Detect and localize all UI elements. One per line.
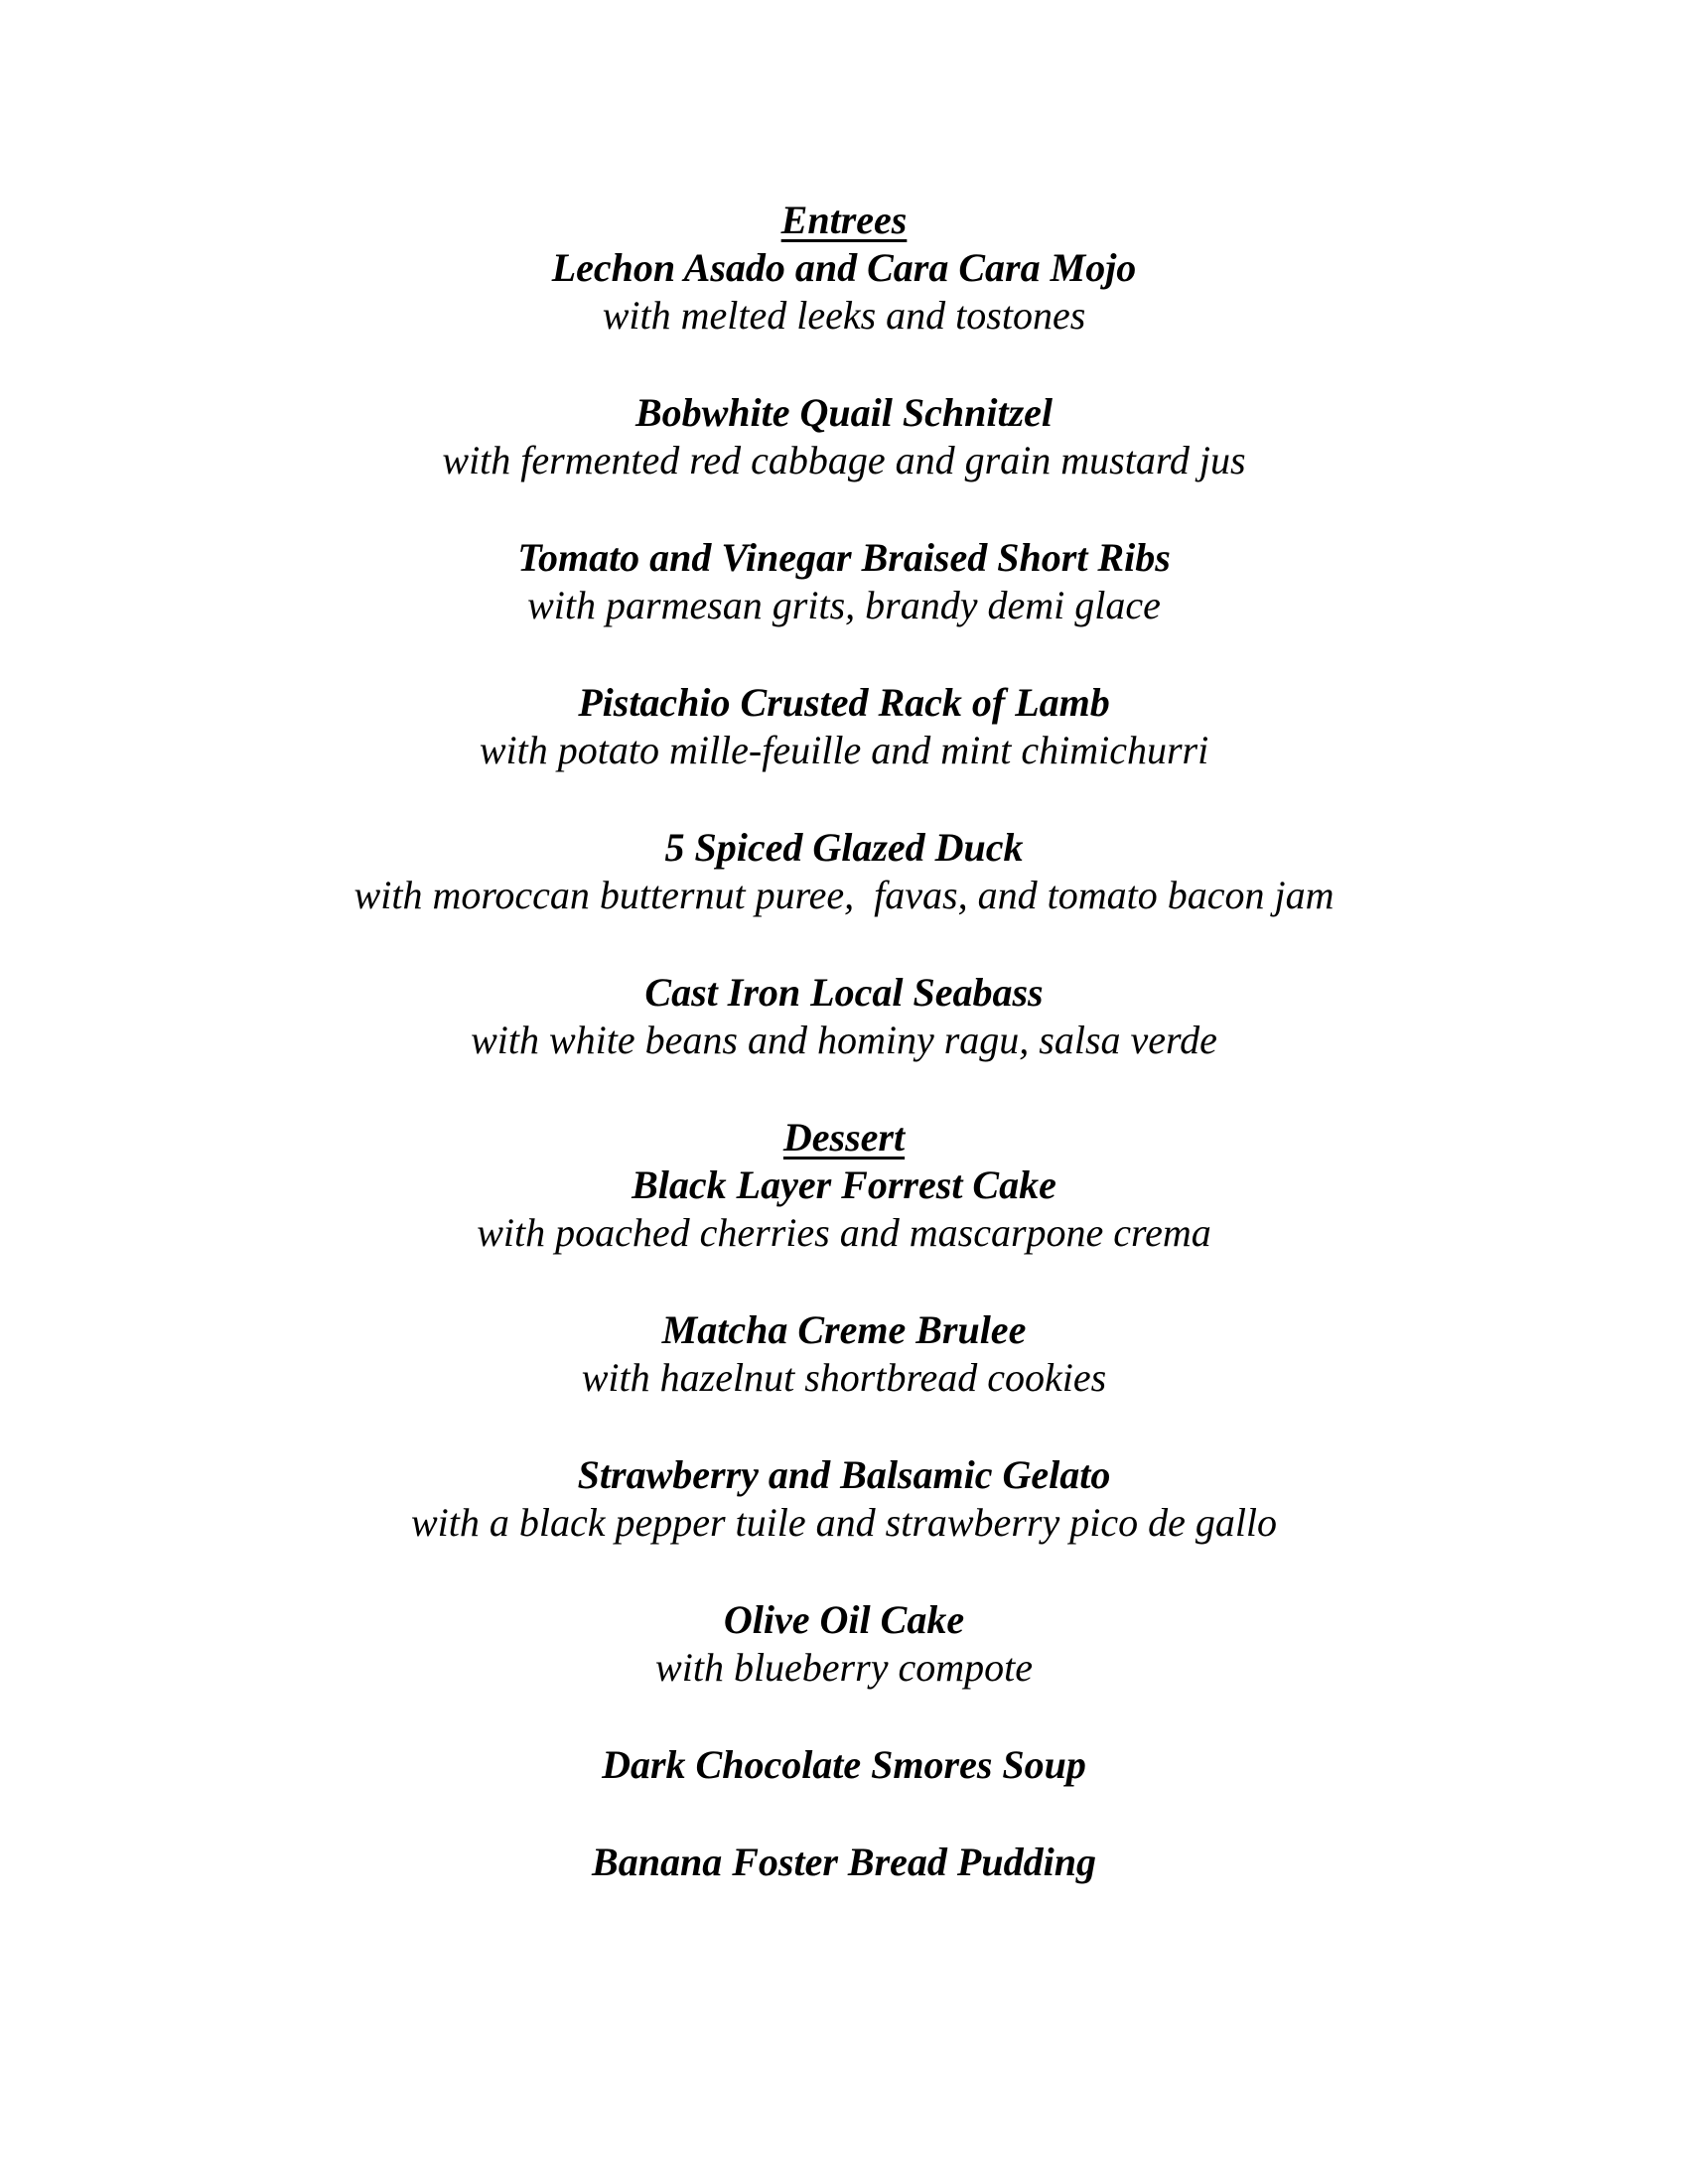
menu-item-name: Pistachio Crusted Rack of Lamb — [578, 680, 1110, 725]
menu-item — [0, 679, 1688, 774]
menu-item — [0, 1741, 1688, 1789]
menu-item-name: Lechon Asado and Cara Cara Mojo — [551, 245, 1137, 290]
menu-item-description: with blueberry compote — [655, 1645, 1033, 1690]
menu-item-description: with moroccan butternut puree, favas, and tomato bacon jam — [353, 873, 1335, 917]
menu-item — [0, 1839, 1688, 1886]
menu-item-description: with melted leeks and tostones — [602, 293, 1086, 338]
menu-item-name: Cast Iron Local Seabass — [644, 970, 1044, 1015]
menu-item-name: Matcha Creme Brulee — [661, 1307, 1027, 1352]
menu-item-name: Olive Oil Cake — [723, 1597, 965, 1642]
menu-item — [0, 1451, 1688, 1547]
menu-item — [0, 1306, 1688, 1402]
menu-item-name: Banana Foster Bread Pudding — [592, 1840, 1096, 1884]
menu-item-description: with white beans and hominy ragu, salsa verde — [471, 1018, 1217, 1062]
menu-item-name: Tomato and Vinegar Braised Short Ribs — [517, 535, 1171, 580]
menu-item-description: with hazelnut shortbread cookies — [581, 1355, 1107, 1400]
menu-item-description: with fermented red cabbage and grain mustard jus — [442, 438, 1246, 482]
menu-item-name: 5 Spiced Glazed Duck — [664, 825, 1024, 870]
section-heading-dessert: Dessert — [782, 1115, 906, 1160]
menu-item — [0, 1161, 1688, 1257]
menu-item — [0, 389, 1688, 484]
menu-item-description: with a black pepper tuile and strawberry pico de gallo — [410, 1500, 1278, 1545]
menu-item — [0, 534, 1688, 629]
menu-item-name: Black Layer Forrest Cake — [632, 1162, 1056, 1207]
menu-item-name: Bobwhite Quail Schnitzel — [634, 390, 1054, 435]
menu-item-description: with poached cherries and mascarpone crema — [477, 1210, 1211, 1255]
menu-item-name: Strawberry and Balsamic Gelato — [577, 1452, 1111, 1497]
menu-item-description: with parmesan grits, brandy demi glace — [527, 583, 1161, 627]
menu-item-description: with potato mille-feuille and mint chimichurri — [479, 728, 1209, 772]
menu-item — [0, 824, 1688, 919]
menu-item — [0, 244, 1688, 340]
menu-item — [0, 1596, 1688, 1692]
menu-item — [0, 969, 1688, 1064]
menu-item-name: Dark Chocolate Smores Soup — [602, 1742, 1086, 1787]
section-heading-entrees: Entrees — [780, 198, 908, 242]
